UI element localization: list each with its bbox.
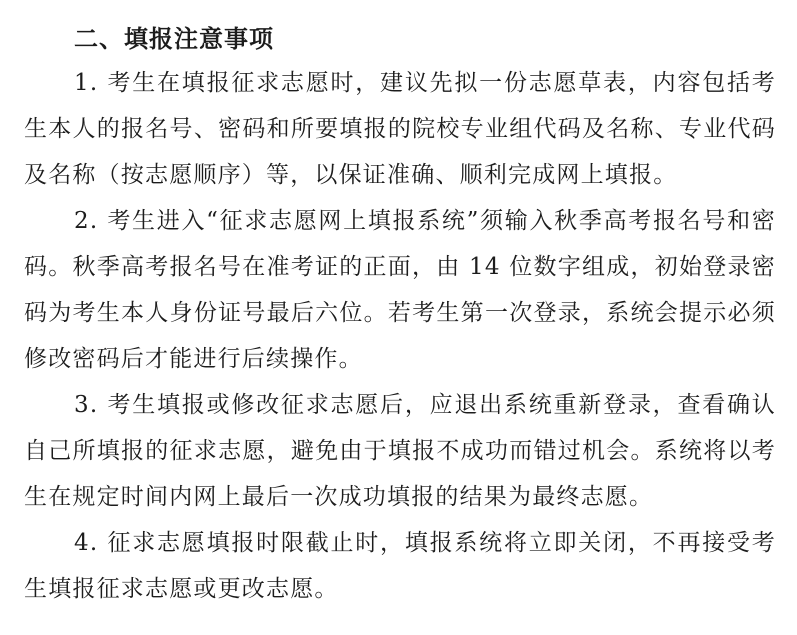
paragraph-item-1: 1. 考生在填报征求志愿时，建议先拟一份志愿草表，内容包括考生本人的报名号、密码和所要填报的院校专业组代码及名称、专业代码及名称（按志愿顺序）等，以保证准确、顺利完成网上填报。 bbox=[24, 70, 776, 188]
paragraph-item-3: 3. 考生填报或修改征求志愿后，应退出系统重新登录，查看确认自己所填报的征求志愿，避免由于填报不成功而错过机会。系统将以考生在规定时间内网上最后一次成功填报的结果为最终志愿。 bbox=[24, 392, 776, 510]
section-heading: 二、填报注意事项 bbox=[74, 25, 274, 53]
paragraph-item-2: 2. 考生进入“征求志愿网上填报系统”须输入秋季高考报名号和密码。秋季高考报名号在准考证的正面，由 14 位数字组成，初始登录密码为考生本人身份证号最后六位。若考生第一次登录，系统会提示必须修改密码后才能进行后续操作。 bbox=[24, 208, 776, 372]
paragraph-item-4: 4. 征求志愿填报时限截止时，填报系统将立即关闭，不再接受考生填报征求志愿或更改志愿。 bbox=[24, 530, 776, 602]
